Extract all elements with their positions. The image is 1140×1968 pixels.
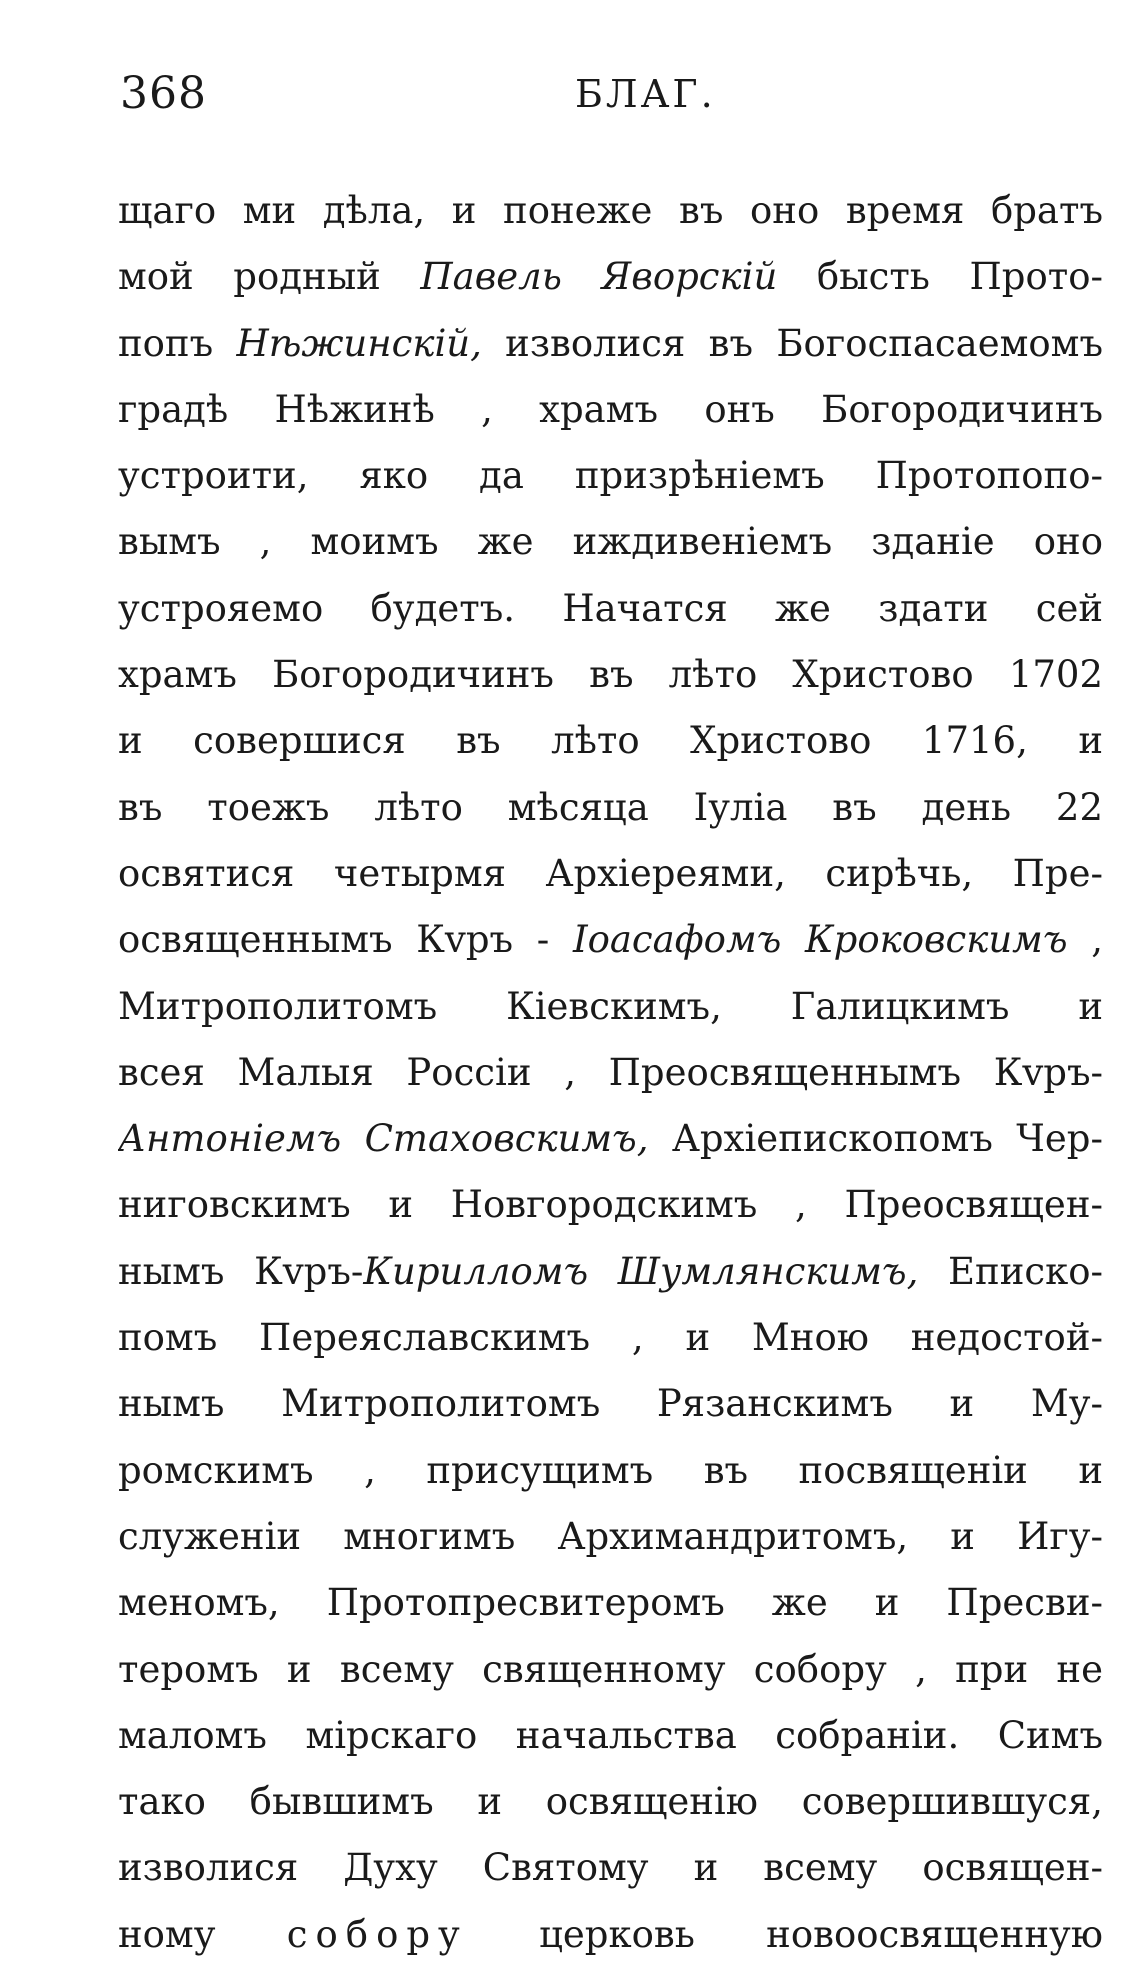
italic-name-segment: Антоніемъ Стаховскимъ,: [118, 1117, 649, 1161]
running-head: БЛАГ.: [575, 72, 716, 116]
text-line: [118, 642, 1103, 708]
text-segment: вымъ , моимъ же иждивеніемъ зданіе оно: [118, 520, 1103, 564]
text-segment: освятися четырмя Архіереями, сирѣчь, Пре-: [118, 851, 1103, 895]
text-segment: собору: [286, 1912, 468, 1956]
text-segment: щаго ми дѣла, и понеже въ оно время братъ: [118, 189, 1103, 232]
text-line: [118, 974, 1103, 1040]
text-line: [118, 775, 1103, 841]
text-segment: церковь новоосвященную: [467, 1912, 1103, 1956]
text-segment: помъ Переяславскимъ , и Мною недостой-: [118, 1316, 1103, 1360]
page-number: 368: [120, 68, 207, 119]
text-segment: освященнымъ Кvръ -: [118, 918, 573, 962]
text-line: [118, 1239, 1103, 1305]
text-segment: нымъ Кvръ-: [118, 1249, 364, 1293]
text-line: [118, 1305, 1103, 1371]
text-segment: всея Малыя Россіи , Преосвященнымъ Кvръ-: [118, 1050, 1103, 1094]
text-segment: храмъ Богородичинъ въ лѣто Христово 1702: [118, 653, 1103, 697]
text-line: [118, 576, 1103, 642]
text-line: [118, 1902, 1103, 1968]
text-segment: меномъ, Протопресвитеромъ же и Пресви-: [118, 1581, 1103, 1625]
text-segment: нымъ Митрополитомъ Рязанскимъ и Му-: [118, 1382, 1103, 1426]
text-segment: устрояемо будетъ. Начатся же здати сей: [118, 586, 1103, 630]
text-line: [118, 1438, 1103, 1504]
text-segment: тако бывшимъ и освященію совершившуся,: [118, 1780, 1103, 1824]
text-segment: въ тоежъ лѣто мѣсяца Іуліа въ день 22: [118, 785, 1103, 829]
text-line: [118, 377, 1103, 443]
text-line: [118, 1504, 1103, 1570]
text-line: [118, 1040, 1103, 1106]
text-segment: попъ: [118, 321, 237, 365]
text-segment: Архіепископомъ Чер-: [648, 1117, 1103, 1161]
text-line: [118, 1172, 1103, 1238]
text-line: [118, 509, 1103, 575]
text-line: [118, 1570, 1103, 1636]
text-segment: ниговскимъ и Новгородскимъ , Преосвящен-: [118, 1183, 1103, 1227]
text-segment: устроити, яко да призрѣніемъ Протопопо-: [118, 454, 1103, 498]
text-segment: маломъ мірскаго начальства собраніи. Симъ: [118, 1713, 1103, 1757]
text-line: [118, 1703, 1103, 1769]
text-line: [118, 178, 1103, 244]
text-segment: служеніи многимъ Архимандритомъ, и Игу-: [118, 1514, 1103, 1558]
text-segment: тeромъ и всему священному собору , при не: [118, 1647, 1103, 1691]
text-segment: Еписко-: [918, 1249, 1103, 1293]
text-line: [118, 244, 1103, 310]
text-line: [118, 907, 1103, 973]
text-segment: ромскимъ , присущимъ въ посвященіи и: [118, 1448, 1103, 1492]
text-line: [118, 1106, 1103, 1172]
text-segment: ному: [118, 1912, 287, 1956]
body-text: [118, 178, 1103, 1968]
text-segment: мой родный: [118, 255, 421, 299]
text-line: [118, 841, 1103, 907]
italic-name-segment: Нѣжинскій,: [236, 321, 482, 365]
text-line: [118, 443, 1103, 509]
text-segment: Митрополитомъ Кіевскимъ, Галицкимъ и: [118, 984, 1103, 1028]
text-line: [118, 1835, 1103, 1901]
italic-name-segment: Іоасафомъ Кроковскимъ: [572, 918, 1068, 962]
italic-name-segment: Кирилломъ Шумлянскимъ,: [363, 1249, 919, 1293]
text-segment: изволися Духу Святому и всему освящен-: [118, 1846, 1103, 1890]
text-segment: и совершися въ лѣто Христово 1716, и: [118, 719, 1103, 763]
text-segment: ,: [1067, 918, 1103, 962]
italic-name-segment: Павель Яворскій: [420, 255, 778, 299]
text-segment: изволися въ Богоспасаемомъ: [481, 321, 1103, 365]
text-segment: бысть Прото-: [777, 255, 1103, 299]
page-header: [120, 68, 1070, 138]
text-line: [118, 1371, 1103, 1437]
text-segment: градѣ Нѣжинѣ , храмъ онъ Богородичинъ: [118, 387, 1103, 431]
text-line: [118, 1637, 1103, 1703]
text-line: [118, 311, 1103, 377]
text-line: [118, 1769, 1103, 1835]
text-line: [118, 708, 1103, 774]
